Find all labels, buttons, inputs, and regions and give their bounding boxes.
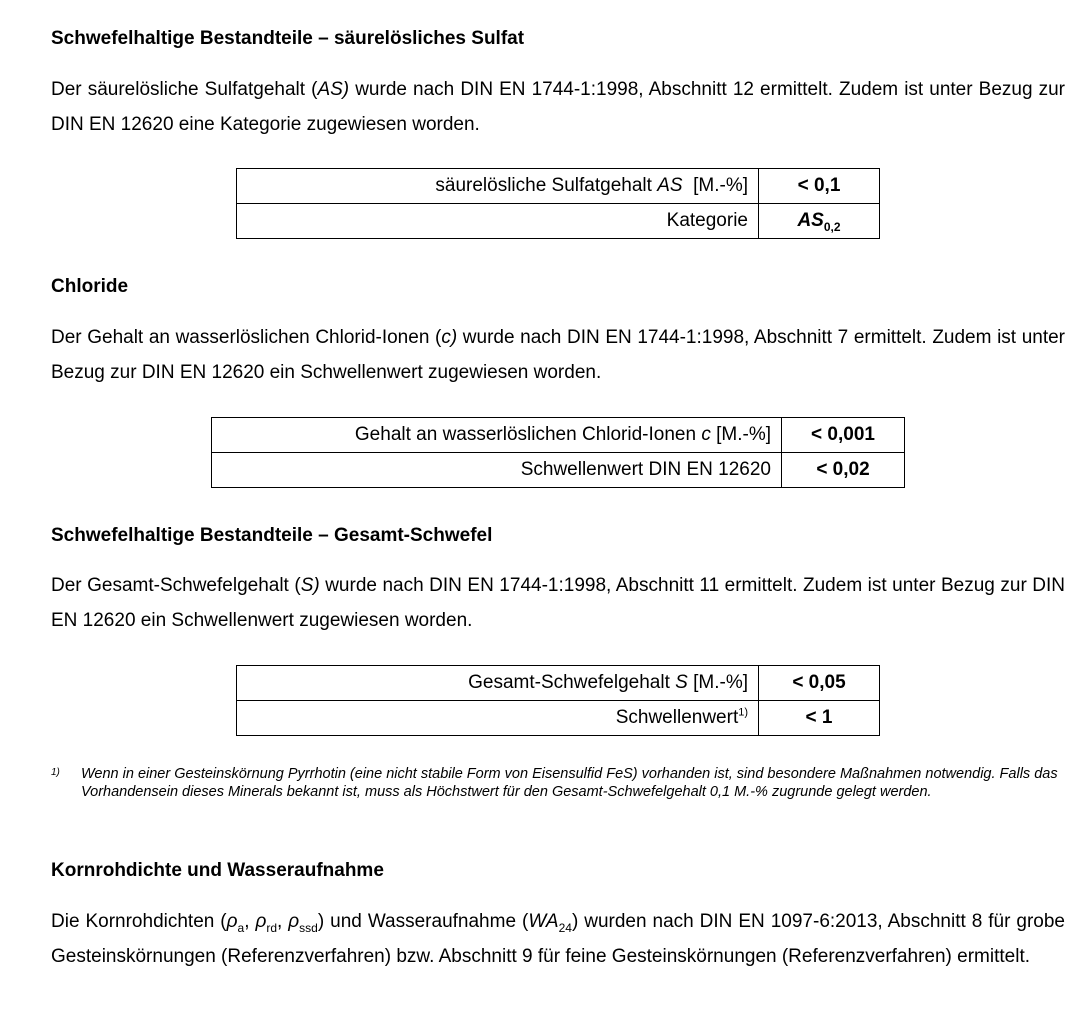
heading-gesamt-schwefel: Schwefelhaltige Bestandteile – Gesamt-Schwefel bbox=[51, 525, 493, 546]
paragraph-kornrohdichte: Die Kornrohdichten ($\rho_a$, $\rho_{rd}$, $\rho_{ssd}$) und Wasseraufnahme $(WA_{24})$ wurden nach DIN EN 1097-6:2013, Abschnitt 8 für grobe Gesteinskörnungen (Referenzverfahren) bzw. Abschnitt 9 für feine Gesteinskörnungen (Referenzverfahren) ermittelt. bbox=[51, 911, 1066, 967]
value-schwefelgehalt: < 0,05 bbox=[759, 666, 880, 701]
label-schwellenwert-schwefel: Schwellenwert$^{1)}$ bbox=[237, 701, 759, 736]
paragraph-sulfat: Der säurelösliche Sulfatgehalt (AS) wurde nach DIN EN 1744-1:1998, Abschnitt 12 ermittelt. Zudem ist unter Bezug zur DIN EN 12620 eine Kategorie zugewiesen worden. bbox=[51, 79, 1066, 135]
table-row bbox=[237, 169, 880, 204]
label-chloridgehalt: Gehalt an wasserlöslichen Chlorid-Ionen c [M.-%] bbox=[212, 418, 782, 453]
table-row bbox=[212, 418, 905, 453]
value-chloridgehalt: < 0,001 bbox=[782, 418, 905, 453]
table-row bbox=[237, 204, 880, 239]
heading-sulfat: Schwefelhaltige Bestandteile – säurelösliches Sulfat bbox=[51, 28, 525, 49]
label-schwellenwert-chlorid: Schwellenwert DIN EN 12620 bbox=[212, 453, 782, 488]
label-sulfatgehalt: säurelösliche Sulfatgehalt AS [M.-%] bbox=[237, 169, 759, 204]
paragraph-gesamt-schwefel: Der Gesamt-Schwefelgehalt (S) wurde nach DIN EN 1744-1:1998, Abschnitt 11 ermittelt. Zudem ist unter Bezug zur DIN EN 12620 ein Schwellenwert zugewiesen worden. bbox=[51, 575, 1065, 631]
table-chloride bbox=[211, 417, 905, 488]
heading-chloride: Chloride bbox=[51, 276, 129, 297]
value-schwellenwert-schwefel: < 1 bbox=[759, 701, 880, 736]
label-schwefelgehalt: Gesamt-Schwefelgehalt S [M.-%] bbox=[237, 666, 759, 701]
footnote-mark: 1) bbox=[51, 767, 60, 778]
value-schwellenwert-chlorid: < 0,02 bbox=[782, 453, 905, 488]
table-gesamt-schwefel bbox=[236, 665, 880, 736]
heading-kornrohdichte: Kornrohdichte und Wasseraufnahme bbox=[51, 860, 384, 881]
footnote-text: Wenn in einer Gesteinskörnung Pyrrhotin (eine nicht stabile Form von Eisensulfid FeS) vorhanden ist, sind besondere Maßnahmen notwendig. Falls das Vorhandensein dieses Minerals bekannt ist, muss als Höchstwert für den Gesamt-Schwefelgehalt 0,1 M.-% zugrunde gelegt werden. bbox=[81, 766, 1058, 800]
footnote bbox=[51, 765, 1065, 801]
value-kategorie: $AS_{0,2}$ bbox=[759, 204, 880, 239]
table-row bbox=[237, 701, 880, 736]
table-row bbox=[212, 453, 905, 488]
value-sulfatgehalt: < 0,1 bbox=[759, 169, 880, 204]
paragraph-chloride: Der Gehalt an wasserlöslichen Chlorid-Ionen (c) wurde nach DIN EN 1744-1:1998, Abschnitt 7 ermittelt. Zudem ist unter Bezug zur DIN EN 12620 ein Schwellenwert zugewiesen worden. bbox=[51, 327, 1065, 383]
table-sulfat bbox=[236, 168, 880, 239]
label-kategorie: Kategorie bbox=[237, 204, 759, 239]
table-row bbox=[237, 666, 880, 701]
